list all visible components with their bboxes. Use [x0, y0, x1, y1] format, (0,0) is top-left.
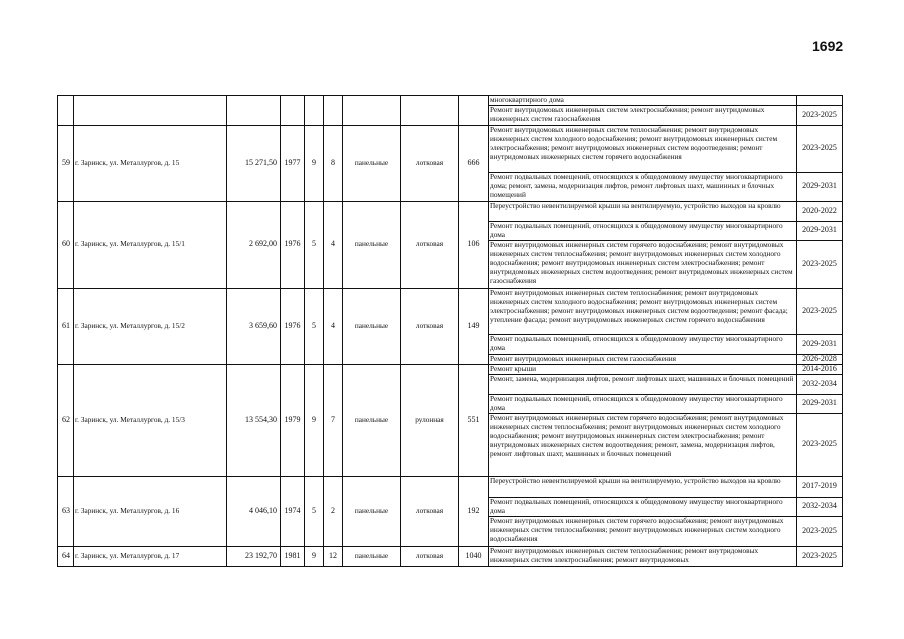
- page-number: 1692: [812, 38, 844, 54]
- walls-material-cell: панельные: [343, 288, 401, 364]
- year-cell: 1976: [281, 288, 305, 364]
- work-period: 2032-2034: [797, 497, 843, 516]
- repair-program-table: [57, 95, 843, 567]
- work-period: 2017-2019: [797, 476, 843, 497]
- row-number: 62: [58, 364, 74, 476]
- work-description: Ремонт внутридомовых инженерных систем электроснабжения; ремонт внутридомовых инженерных систем газоснабжения: [489, 105, 797, 125]
- year-cell: [281, 96, 305, 126]
- work-description: Ремонт внутридомовых инженерных систем теплоснабжения; ремонт внутридомовых инженерных систем холодного водоснабжения; ремонт внутридомовых инженерных систем электроснабжения; ремонт внутридомовых инженерных систем водоотведения; ремонт фасада; утепление фасада; ремонт внутридомовых инженерных систем горячего водоснабжения: [489, 288, 797, 334]
- entrances-cell: 4: [324, 201, 343, 288]
- roof-type-cell: лотковая: [401, 125, 459, 201]
- work-description: Ремонт, замена, модернизация лифтов, ремонт лифтовых шахт, машинных и блочных помещений: [489, 374, 797, 394]
- work-description: Ремонт внутридомовых инженерных систем газоснабжения: [489, 354, 797, 364]
- walls-material-cell: панельные: [343, 201, 401, 288]
- work-period: 2023-2025: [797, 125, 843, 172]
- walls-material-cell: панельные: [343, 476, 401, 546]
- work-period: 2023-2025: [797, 516, 843, 546]
- work-period: 2029-2031: [797, 394, 843, 413]
- year-cell: 1974: [281, 476, 305, 546]
- address-cell: г. Заринск, ул. Металлургов, д. 15/2: [74, 288, 227, 364]
- floors-cell: 5: [305, 201, 324, 288]
- table-row: [58, 546, 843, 566]
- entrances-cell: 12: [324, 546, 343, 566]
- residents-cell: 666: [459, 125, 489, 201]
- area-cell: 2 692,00: [227, 201, 281, 288]
- address-cell: г. Заринск, ул. Металлургов, д. 15/1: [74, 201, 227, 288]
- row-number: 64: [58, 546, 74, 566]
- work-period: 2023-2025: [797, 413, 843, 476]
- address-cell: г. Заринск, ул. Металлургов, д. 17: [74, 546, 227, 566]
- work-description: Переустройство невентилируемой крыши на вентилируемую, устройство выходов на кровлю: [489, 476, 797, 497]
- year-cell: 1979: [281, 364, 305, 476]
- floors-cell: [305, 96, 324, 126]
- work-period: 2023-2025: [797, 546, 843, 566]
- roof-type-cell: лотковая: [401, 476, 459, 546]
- table-row: [58, 201, 843, 221]
- residents-cell: 192: [459, 476, 489, 546]
- entrances-cell: 2: [324, 476, 343, 546]
- work-period: 2023-2025: [797, 240, 843, 288]
- work-period: 2023-2025: [797, 288, 843, 334]
- residents-cell: 149: [459, 288, 489, 364]
- year-cell: 1977: [281, 125, 305, 201]
- row-number: 61: [58, 288, 74, 364]
- work-description: Ремонт внутридомовых инженерных систем теплоснабжения; ремонт внутридомовых инженерных систем холодного водоснабжения; ремонт внутридомовых инженерных систем электроснабжения; ремонт внутридомовых инженерных систем водоотведения; ремонт внутридомовых инженерных систем горячего водоснабжения: [489, 125, 797, 172]
- entrances-cell: [324, 96, 343, 126]
- walls-material-cell: панельные: [343, 364, 401, 476]
- work-description: Ремонт подвальных помещений, относящихся к общедомовому имуществу многоквартирного дома: [489, 334, 797, 354]
- area-cell: 4 046,10: [227, 476, 281, 546]
- residents-cell: 1040: [459, 546, 489, 566]
- row-number: 63: [58, 476, 74, 546]
- table-row: [58, 96, 843, 106]
- row-number: 59: [58, 125, 74, 201]
- table-row: [58, 125, 843, 172]
- work-period: 2032-2034: [797, 374, 843, 394]
- work-description: Ремонт подвальных помещений, относящихся к общедомовому имуществу многоквартирного дома; ремонт, замена, модернизация лифтов, ремонт лифтовых шахт, машинных и блочных помещений: [489, 172, 797, 201]
- walls-material-cell: панельные: [343, 125, 401, 201]
- row-number: [58, 96, 74, 126]
- entrances-cell: 8: [324, 125, 343, 201]
- area-cell: 15 271,50: [227, 125, 281, 201]
- area-cell: [227, 96, 281, 126]
- floors-cell: 9: [305, 364, 324, 476]
- work-period: [797, 96, 843, 106]
- address-cell: г. Заринск, ул. Металлургов, д. 15/3: [74, 364, 227, 476]
- entrances-cell: 7: [324, 364, 343, 476]
- table-body: [58, 96, 843, 567]
- floors-cell: 9: [305, 125, 324, 201]
- roof-type-cell: лотковая: [401, 201, 459, 288]
- area-cell: 23 192,70: [227, 546, 281, 566]
- work-period: 2029-2031: [797, 221, 843, 240]
- floors-cell: 9: [305, 546, 324, 566]
- entrances-cell: 4: [324, 288, 343, 364]
- work-description: Ремонт подвальных помещений, относящихся к общедомовому имуществу многоквартирного дома: [489, 221, 797, 240]
- residents-cell: 106: [459, 201, 489, 288]
- work-description: Ремонт внутридомовых инженерных систем теплоснабжения; ремонт внутридомовых инженерных систем электроснабжения; ремонт внутридомовых: [489, 546, 797, 566]
- roof-type-cell: лотковая: [401, 546, 459, 566]
- work-period: 2029-2031: [797, 334, 843, 354]
- work-description: Ремонт подвальных помещений, относящихся к общедомовому имуществу многоквартирного дома: [489, 394, 797, 413]
- table-row: [58, 364, 843, 374]
- roof-type-cell: лотковая: [401, 288, 459, 364]
- work-description: Переустройство невентилируемой крыши на вентилируемую, устройство выходов на кровлю: [489, 201, 797, 221]
- roof-type-cell: [401, 96, 459, 126]
- work-description: многоквартирного дома: [489, 96, 797, 106]
- work-description: Ремонт внутридомовых инженерных систем горячего водоснабжения; ремонт внутридомовых инженерных систем теплоснабжения; ремонт внутридомовых инженерных систем холодного водоснабжения; ремонт внутридомовых инженерных систем электроснабжения; ремонт внутридомовых инженерных систем водоотведения; ремонт, замена, модернизация лифтов, ремонт лифтовых шахт, машинных и блочных помещений: [489, 413, 797, 476]
- work-description: Ремонт крыши: [489, 364, 797, 374]
- address-cell: г. Заринск, ул. Металлургов, д. 15: [74, 125, 227, 201]
- area-cell: 3 659,60: [227, 288, 281, 364]
- roof-type-cell: рулонная: [401, 364, 459, 476]
- floors-cell: 5: [305, 476, 324, 546]
- address-cell: [74, 96, 227, 126]
- work-period: 2020-2022: [797, 201, 843, 221]
- residents-cell: 551: [459, 364, 489, 476]
- work-description: Ремонт внутридомовых инженерных систем горячего водоснабжения; ремонт внутридомовых инженерных систем теплоснабжения; ремонт внутридомовых инженерных систем холодного водоснабжения; ремонт внутридомовых инженерных систем электроснабжения; ремонт внутридомовых инженерных систем водоотведения; ремонт внутридомовых инженерных систем газоснабжения: [489, 240, 797, 288]
- table-row: [58, 476, 843, 497]
- work-period: 2029-2031: [797, 172, 843, 201]
- residents-cell: [459, 96, 489, 126]
- address-cell: г. Заринск, ул. Металлургов, д. 16: [74, 476, 227, 546]
- work-description: Ремонт внутридомовых инженерных систем горячего водоснабжения; ремонт внутридомовых инженерных систем теплоснабжения; ремонт внутридомовых инженерных систем холодного водоснабжения: [489, 516, 797, 546]
- work-period: 2014-2016: [797, 364, 843, 374]
- work-description: Ремонт подвальных помещений, относящихся к общедомовому имуществу многоквартирного дома: [489, 497, 797, 516]
- area-cell: 13 554,30: [227, 364, 281, 476]
- floors-cell: 5: [305, 288, 324, 364]
- walls-material-cell: [343, 96, 401, 126]
- year-cell: 1976: [281, 201, 305, 288]
- year-cell: 1981: [281, 546, 305, 566]
- table-row: [58, 288, 843, 334]
- work-period: 2023-2025: [797, 105, 843, 125]
- work-period: 2026-2028: [797, 354, 843, 364]
- row-number: 60: [58, 201, 74, 288]
- walls-material-cell: панельные: [343, 546, 401, 566]
